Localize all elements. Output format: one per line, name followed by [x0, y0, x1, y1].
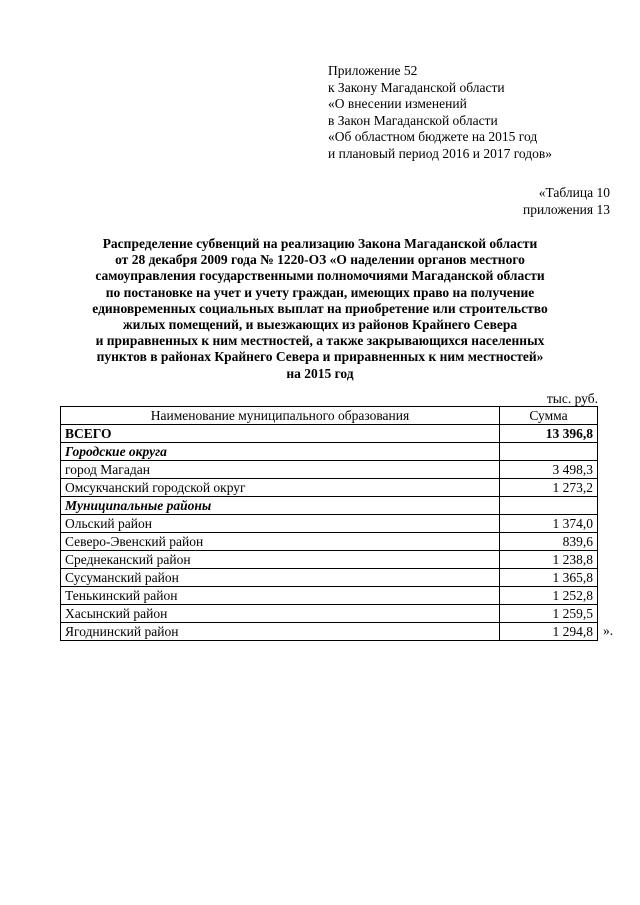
row-name: Северо-Эвенский район: [61, 533, 500, 551]
table-row-group: [61, 443, 598, 461]
table-reference-line: приложения 13: [522, 202, 610, 217]
row-name: Хасынский район: [61, 605, 500, 623]
header-sum-cell: Сумма: [500, 407, 598, 425]
table-row-total: [61, 425, 598, 443]
row-name: Городские округа: [61, 443, 500, 461]
row-name: Муниципальные районы: [61, 497, 500, 515]
title-line: единовременных социальных выплат на приобретение или строительство: [92, 300, 548, 316]
table-row: [61, 551, 598, 569]
table-row: [61, 605, 598, 623]
table-row: [61, 515, 598, 533]
row-sum: 1 273,2: [500, 479, 598, 497]
table-header-row: [61, 407, 598, 425]
units-label: тыс. руб.: [546, 391, 598, 406]
row-name: Среднеканский район: [61, 551, 500, 569]
title-line: Распределение субвенций на реализацию Закона Магаданской области: [102, 236, 538, 251]
appendix-line: «Об областном бюджете на 2015 год: [328, 129, 538, 144]
document-title: [60, 236, 580, 382]
table-row: [61, 479, 598, 497]
appendix-line: и плановый период 2016 и 2017 годов»: [328, 145, 553, 161]
distribution-table: [60, 406, 598, 641]
table-row-group: [61, 497, 598, 515]
table-row: [61, 569, 598, 587]
title-line: на 2015 год: [286, 365, 354, 381]
appendix-line: «О внесении изменений: [328, 96, 467, 111]
row-sum: 839,6: [500, 533, 598, 551]
row-sum: 13 396,8: [500, 425, 598, 443]
row-sum: 1 294,8: [500, 623, 598, 641]
table-reference: [523, 184, 610, 218]
row-name: Омсукчанский городской округ: [61, 479, 500, 497]
appendix-line: к Закону Магаданской области: [328, 79, 505, 95]
closing-quote-mark: ».: [603, 623, 614, 638]
appendix-line: в Закон Магаданской области: [328, 112, 498, 128]
table-row: [61, 587, 598, 605]
title-line: и приравненных к ним местностей, а также закрывающихся населенных: [95, 333, 545, 349]
appendix-block: [328, 63, 628, 162]
table-row: [61, 623, 598, 641]
title-line: жилых помещений, и выезжающих из районов Крайнего Севера: [122, 317, 518, 333]
row-sum: 1 259,5: [500, 605, 598, 623]
appendix-line: Приложение 52: [328, 63, 418, 78]
row-sum: [500, 497, 598, 515]
title-line: самоуправления государственными полномочиями Магаданской области: [95, 268, 545, 284]
row-sum: 1 238,8: [500, 551, 598, 569]
row-name: Сусуманский район: [61, 569, 500, 587]
row-sum: 1 374,0: [500, 515, 598, 533]
row-name: ВСЕГО: [61, 425, 500, 443]
table-row: [61, 533, 598, 551]
table-row: [61, 461, 598, 479]
row-name: Ольский район: [61, 515, 500, 533]
row-name: Ягоднинский район: [61, 623, 500, 641]
title-line: пунктов в районах Крайнего Севера и приравненных к ним местностей»: [96, 349, 544, 365]
title-line: от 28 декабря 2009 года № 1220-ОЗ «О наделении органов местного: [115, 252, 525, 268]
row-name: город Магадан: [61, 461, 500, 479]
row-sum: [500, 443, 598, 461]
row-name: Тенькинский район: [61, 587, 500, 605]
title-line: по постановке на учет и учету граждан, имеющих право на получение: [105, 284, 535, 300]
row-sum: 1 252,8: [500, 587, 598, 605]
row-sum: 1 365,8: [500, 569, 598, 587]
row-sum: 3 498,3: [500, 461, 598, 479]
header-name-cell: Наименование муниципального образования: [61, 407, 500, 425]
table-reference-line: «Таблица 10: [538, 185, 610, 200]
